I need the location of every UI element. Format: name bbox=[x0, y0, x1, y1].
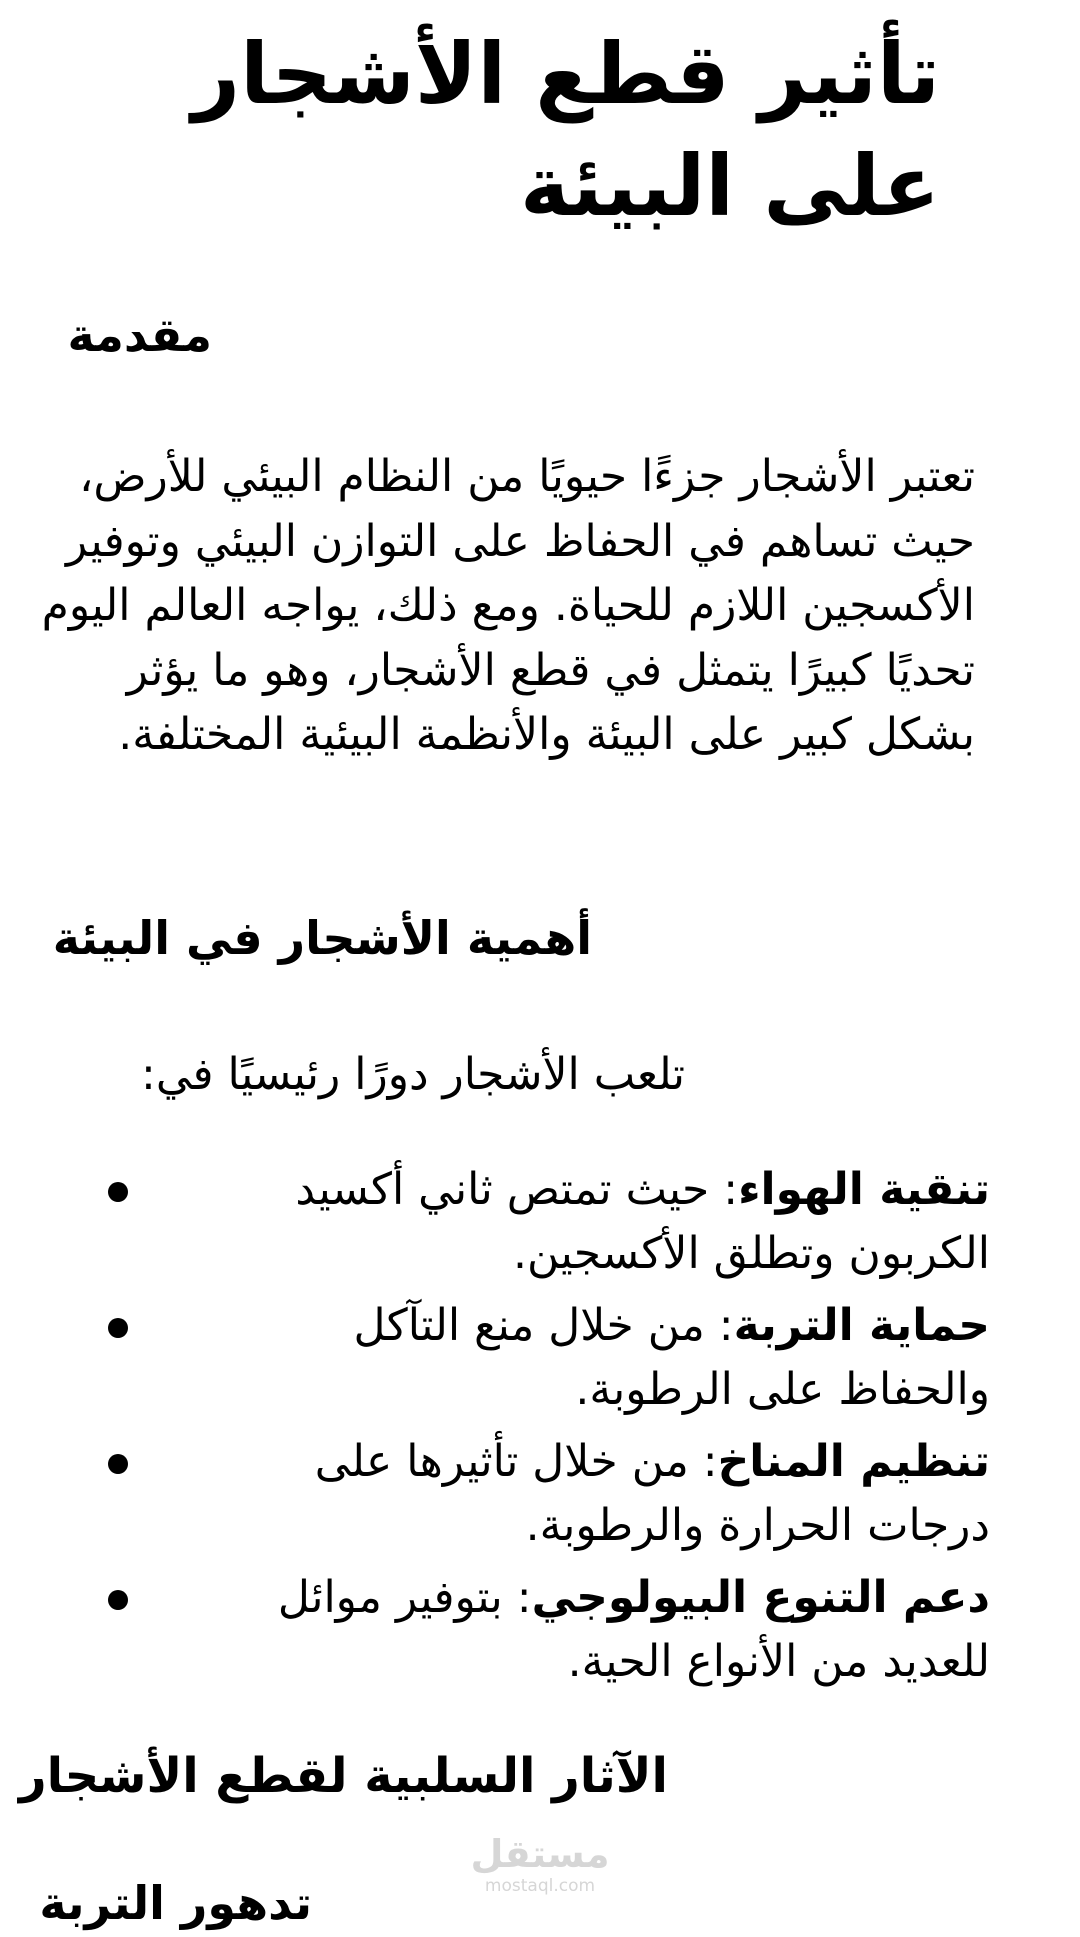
list-item-line1: من خلال تأثيرها على bbox=[314, 1436, 689, 1487]
list-item-line2: الكربون وتطلق الأكسجين. bbox=[513, 1228, 990, 1279]
list-item-text bbox=[170, 1566, 990, 1694]
watermark-logo bbox=[470, 1832, 610, 1896]
intro-heading: مقدمة bbox=[67, 308, 212, 362]
list-item-term: تنظيم المناخ bbox=[717, 1436, 990, 1487]
list-item-term: دعم التنوع البيولوجي bbox=[531, 1572, 990, 1623]
document-title: تأثير قطع الأشجار على البيئة bbox=[191, 25, 940, 235]
importance-list bbox=[100, 1158, 990, 1702]
bullet-icon bbox=[108, 1182, 128, 1202]
list-item-separator: : bbox=[704, 1300, 734, 1351]
list-item-line1: حيث تمتص ثاني أكسيد bbox=[295, 1164, 710, 1215]
list-item-term: حماية التربة bbox=[733, 1300, 990, 1351]
list-item-term: تنقية الهواء bbox=[738, 1164, 990, 1215]
watermark-sub: mostaql.com bbox=[484, 1876, 596, 1896]
soil-degradation-heading: تدهور التربة bbox=[39, 1876, 312, 1930]
list-item bbox=[100, 1566, 990, 1694]
watermark-main: مستقل bbox=[470, 1832, 610, 1876]
negative-effects-heading: الآثار السلبية لقطع الأشجار bbox=[19, 1748, 668, 1804]
list-item-text bbox=[170, 1158, 990, 1286]
list-item-separator: : bbox=[688, 1436, 718, 1487]
list-item bbox=[100, 1158, 990, 1286]
list-item-text bbox=[170, 1430, 990, 1558]
list-item-line1: من خلال منع التآكل bbox=[353, 1300, 705, 1351]
importance-lead: تلعب الأشجار دورًا رئيسيًا في: bbox=[141, 1049, 685, 1100]
list-item-line2: والحفاظ على الرطوبة. bbox=[575, 1364, 990, 1415]
bullet-icon bbox=[108, 1454, 128, 1474]
intro-paragraph bbox=[40, 445, 975, 768]
list-item-line2: درجات الحرارة والرطوبة. bbox=[525, 1500, 990, 1551]
importance-heading: أهمية الأشجار في البيئة bbox=[52, 911, 592, 965]
list-item bbox=[100, 1294, 990, 1422]
bullet-icon bbox=[108, 1318, 128, 1338]
list-item-text bbox=[170, 1294, 990, 1422]
bullet-icon bbox=[108, 1590, 128, 1610]
list-item-separator: : bbox=[502, 1572, 532, 1623]
list-item bbox=[100, 1430, 990, 1558]
intro-paragraph-text: تعتبر الأشجار جزءًا حيويًا من النظام البيئي للأرض، حيث تساهم في الحفاظ على التوازن البيئي وتوفير الأكسجين اللازم للحياة. ومع ذلك، يواجه العالم اليوم تحديًا كبيرًا يتمثل في قطع الأشجار، وهو ما يؤثر بشكل كبير على البيئة والأنظمة البيئية المختلفة. bbox=[41, 451, 975, 760]
list-item-line1: بتوفير موائل bbox=[277, 1572, 503, 1623]
list-item-line2: للعديد من الأنواع الحية. bbox=[567, 1636, 990, 1687]
list-item-separator: : bbox=[709, 1164, 739, 1215]
